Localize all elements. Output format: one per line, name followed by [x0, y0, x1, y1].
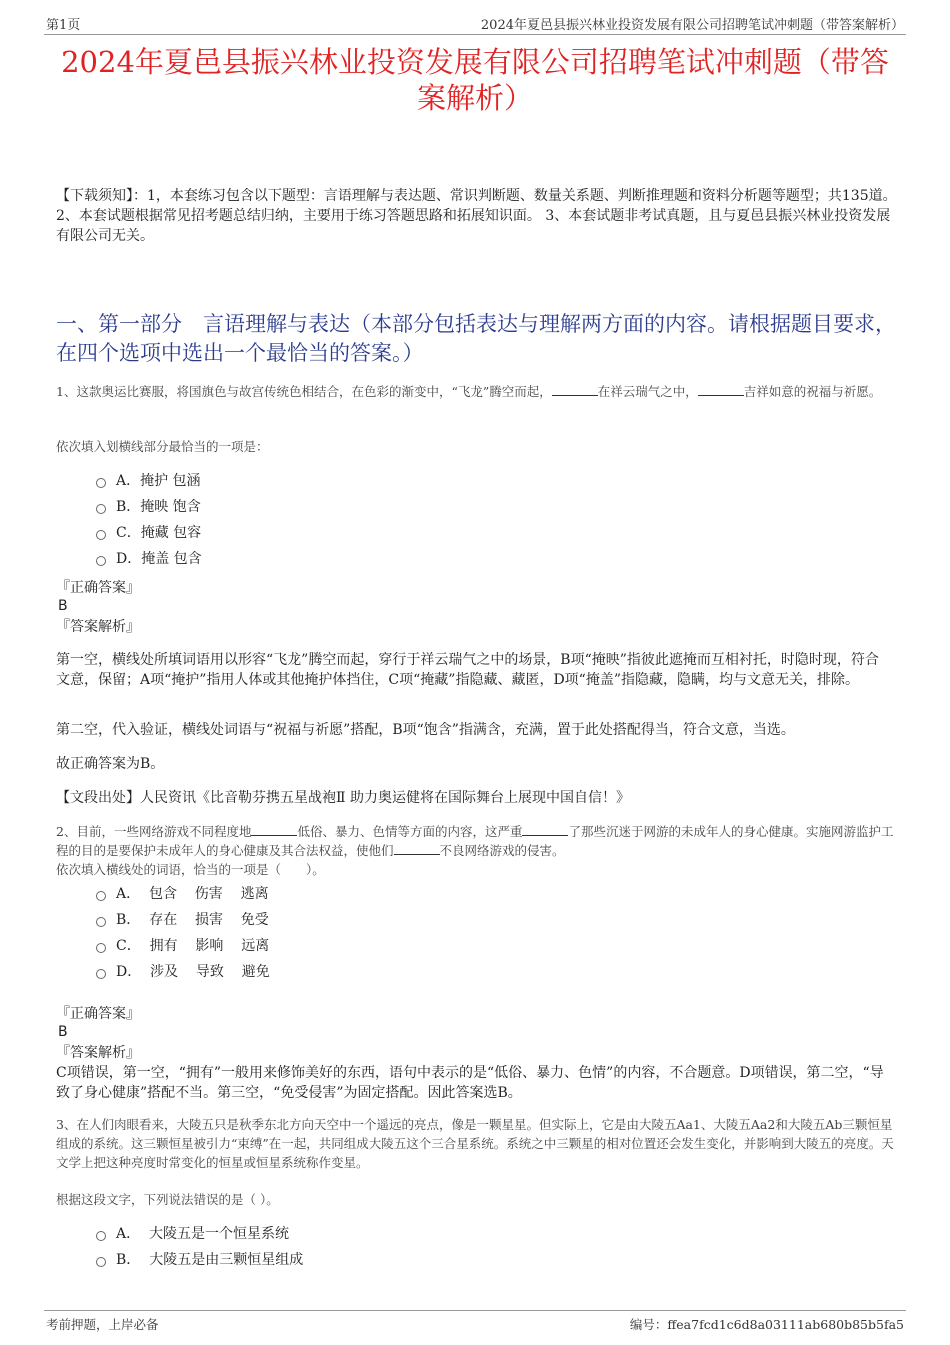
question-3-options: [96, 1221, 303, 1273]
question-2-prompt: 依次填入横线处的词语，恰当的一项是（ ）。: [56, 862, 325, 877]
radio-icon[interactable]: [96, 504, 106, 514]
page-header: [44, 12, 906, 35]
option-d[interactable]: D． 涉及 导致 避免: [96, 959, 270, 985]
blank: [394, 842, 440, 855]
question-1-stem: 1、这款奥运比赛服，将国旗色与故宫传统色相结合，在色彩的渐变中，“飞龙”腾空而起， 在祥云瑞气之中， 吉祥如意的祝福与祈愿。: [56, 384, 882, 399]
radio-icon[interactable]: [96, 1231, 106, 1241]
question-3-stem: 3、在人们肉眼看来，大陵五只是秋季东北方向天空中一个遥远的亮点，像是一颗星星。但实际上，它是由大陵五Aa1、大陵五Aa2和大陵五Ab三颗恒星组成的系统。这三颗恒星被引力“束缚”在一起，共同组成大陵五这个三合星系统。系统之中三颗星的相对位置还会发生变化，并影响到大陵五的亮度。天文学上把这种亮度时常变化的恒星或恒星系统称作变星。: [56, 1117, 894, 1170]
radio-icon[interactable]: [96, 478, 106, 488]
option-b[interactable]: B．掩映 饱含: [96, 494, 202, 520]
option-d[interactable]: D．掩盖 包含: [96, 546, 202, 572]
blank: [251, 823, 297, 836]
answer-value: B: [58, 598, 68, 614]
question-3-prompt: 根据这段文字，下列说法错误的是（ ）。: [56, 1192, 279, 1207]
question-2-options: [96, 881, 270, 985]
answer-value: B: [58, 1024, 68, 1040]
radio-icon[interactable]: [96, 943, 106, 953]
question-2-stem: 2、目前，一些网络游戏不同程度地 低俗、暴力、色情等方面的内容，这严重 了那些沉迷于网游的未成年人的身心健康。实施网游监护工程的目的是要保护未成年人的身心健康及其合法权益，使他们 不良网络游戏的侵害。: [56, 824, 894, 858]
radio-icon[interactable]: [96, 891, 106, 901]
radio-icon[interactable]: [96, 969, 106, 979]
section-heading: 一、第一部分 言语理解与表达（本部分包括表达与理解两方面的内容。请根据题目要求，在四个选项中选出一个最恰当的答案。）: [56, 312, 896, 365]
header-doc-title: 2024年夏邑县振兴林业投资发展有限公司招聘笔试冲刺题（带答案解析）: [480, 18, 904, 33]
analysis-paragraph: C项错误，第一空，“拥有”一般用来修饰美好的东西，语句中表示的是“低俗、暴力、色情”的内容，不合题意。D项错误，第二空，“导致了身心健康”搭配不当。第三空，“免受侵害”为固定搭配。因此答案选B。: [56, 1065, 884, 1101]
source-note: 【文段出处】人民资讯《比音勒芬携五星战袍Ⅱ 助力奥运健将在国际舞台上展现中国自信！》: [56, 790, 630, 806]
footer-rule: [44, 1310, 906, 1311]
document-title: 2024年夏邑县振兴林业投资发展有限公司招聘笔试冲刺题（带答案解析）: [61, 45, 889, 115]
option-a[interactable]: A． 包含 伤害 逃离: [96, 881, 270, 907]
radio-icon[interactable]: [96, 530, 106, 540]
radio-icon[interactable]: [96, 917, 106, 927]
analysis-label: 『答案解析』: [56, 1045, 140, 1061]
blank: [522, 823, 568, 836]
radio-icon[interactable]: [96, 556, 106, 566]
analysis-paragraph: 第一空，横线处所填词语用以形容“飞龙”腾空而起，穿行于祥云瑞气之中的场景，B项“掩映”指彼此遮掩而互相衬托，时隐时现，符合文意，保留；A项“掩护”指用人体或其他掩护体挡住，C项“掩藏”指隐藏、藏匿，D项“掩盖”指隐藏，隐瞒，均与文意无关，排除。: [56, 652, 879, 688]
question-1-options: [96, 468, 202, 572]
download-notice: 【下载须知】：1，本套练习包含以下题型：言语理解与表达题、常识判断题、数量关系题、判断推理题和资料分析题等题型；共135道。 2、本套试题根据常见招考题总结归纳，主要用于练习答题思路和拓展知识面。 3、本套试题非考试真题，且与夏邑县振兴林业投资发展有限公司无关。: [56, 188, 897, 244]
analysis-paragraph: 第二空，代入验证，横线处词语与“祝福与祈愿”搭配，B项“饱含”指满含，充满，置于此处搭配得当，符合文意，当选。: [56, 722, 795, 738]
question-1-prompt: 依次填入划横线部分最恰当的一项是：: [56, 439, 269, 454]
footer-slogan: 考前押题，上岸必备: [46, 1317, 159, 1332]
blank: [552, 383, 598, 396]
radio-icon[interactable]: [96, 1257, 106, 1267]
answer-label: 『正确答案』: [56, 580, 140, 596]
blank: [698, 383, 744, 396]
option-a[interactable]: A． 大陵五是一个恒星系统: [96, 1221, 303, 1247]
option-c[interactable]: C．掩藏 包容: [96, 520, 202, 546]
option-a[interactable]: A．掩护 包涵: [96, 468, 202, 494]
option-c[interactable]: C． 拥有 影响 远离: [96, 933, 270, 959]
option-b[interactable]: B． 存在 损害 免受: [96, 907, 270, 933]
option-b[interactable]: B． 大陵五是由三颗恒星组成: [96, 1247, 303, 1273]
answer-label: 『正确答案』: [56, 1006, 140, 1022]
analysis-conclusion: 故正确答案为B。: [56, 756, 165, 772]
analysis-label: 『答案解析』: [56, 619, 140, 635]
page-number: 第1页: [46, 18, 81, 33]
footer-doc-id: 编号：ffea7fcd1c6d8a03111ab680b85b5fa5: [629, 1317, 904, 1332]
